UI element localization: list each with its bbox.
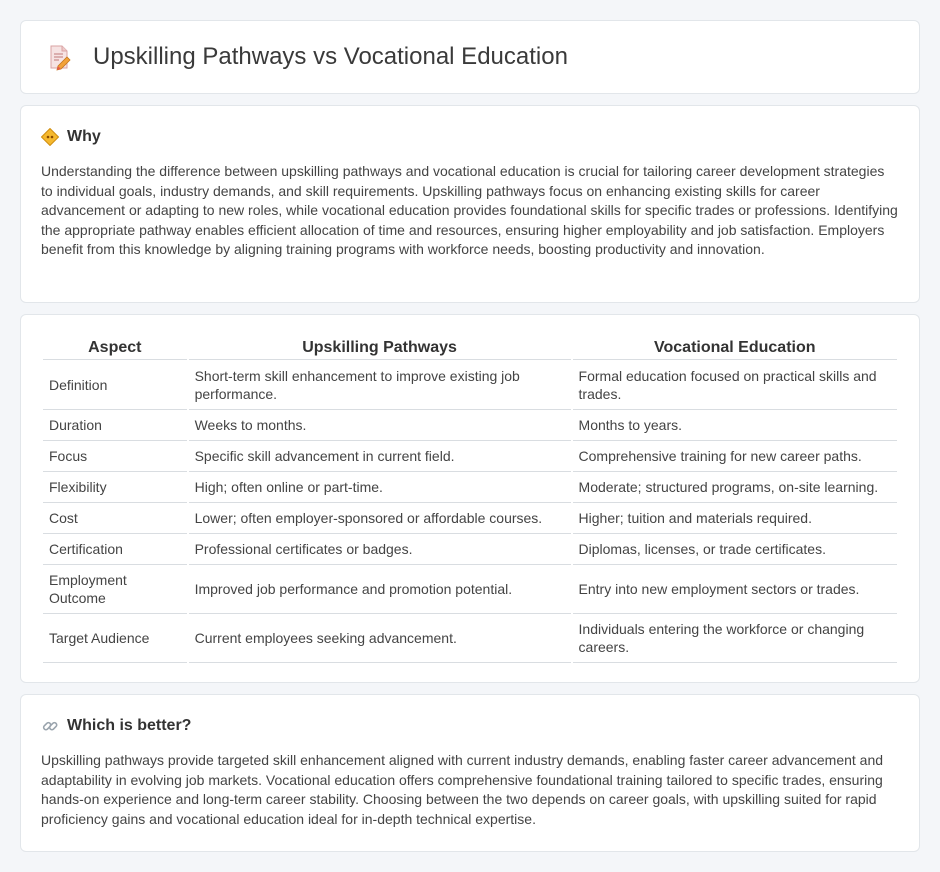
- why-section: [20, 105, 920, 303]
- table-row: [43, 472, 897, 503]
- aspect-cell: Focus: [43, 441, 187, 472]
- header-vocational: Vocational Education: [573, 335, 897, 360]
- vocational-cell: Formal education focused on practical skills and trades.: [573, 360, 897, 410]
- document-pencil-icon: [45, 43, 73, 71]
- table-row: [43, 565, 897, 614]
- comparison-table-card: [20, 314, 920, 683]
- header-upskilling: Upskilling Pathways: [189, 335, 571, 360]
- table-row: [43, 614, 897, 663]
- comparison-table: [41, 335, 899, 663]
- vocational-cell: Comprehensive training for new career paths.: [573, 441, 897, 472]
- upskilling-cell: Professional certificates or badges.: [189, 534, 571, 565]
- vocational-cell: Months to years.: [573, 410, 897, 441]
- aspect-cell: Cost: [43, 503, 187, 534]
- upskilling-cell: Improved job performance and promotion potential.: [189, 565, 571, 614]
- header-card: [20, 20, 920, 94]
- vocational-cell: Diplomas, licenses, or trade certificates.: [573, 534, 897, 565]
- table-row: [43, 360, 897, 410]
- upskilling-cell: Lower; often employer-sponsored or affordable courses.: [189, 503, 571, 534]
- vocational-cell: Entry into new employment sectors or trades.: [573, 565, 897, 614]
- table-row: [43, 503, 897, 534]
- link-icon: [41, 717, 59, 735]
- table-row: [43, 410, 897, 441]
- vocational-cell: Higher; tuition and materials required.: [573, 503, 897, 534]
- which-better-title: Which is better?: [67, 717, 192, 734]
- upskilling-cell: High; often online or part-time.: [189, 472, 571, 503]
- why-text: Understanding the difference between upskilling pathways and vocational education is crucial for tailoring career development strategies to individual goals, industry demands, and skill requirements. Upskilling pathways focus on enhancing existing skills for career advancement or adapting to new roles, while vocational education provides foundational skills for specific trades or professions. Identifying the appropriate pathway enables efficient allocation of time and resources, ensuring higher employability and job satisfaction. Employers benefit from this knowledge by aligning training programs with workforce needs, boosting productivity and innovation.: [41, 163, 898, 258]
- aspect-cell: Duration: [43, 410, 187, 441]
- table-row: [43, 441, 897, 472]
- aspect-cell: Flexibility: [43, 472, 187, 503]
- which-better-section: [20, 694, 920, 852]
- page-title: Upskilling Pathways vs Vocational Education: [93, 43, 568, 70]
- upskilling-cell: Weeks to months.: [189, 410, 571, 441]
- upskilling-cell: Specific skill advancement in current field.: [189, 441, 571, 472]
- aspect-cell: Definition: [43, 360, 187, 410]
- upskilling-cell: Short-term skill enhancement to improve existing job performance.: [189, 360, 571, 410]
- diamond-sign-icon: [41, 128, 59, 146]
- aspect-cell: Target Audience: [43, 614, 187, 663]
- header-aspect: Aspect: [43, 335, 187, 360]
- vocational-cell: Individuals entering the workforce or changing careers.: [573, 614, 897, 663]
- aspect-cell: Certification: [43, 534, 187, 565]
- which-better-text: Upskilling pathways provide targeted skill enhancement aligned with current industry demands, enabling faster career advancement and adaptability in evolving job markets. Vocational education offers comprehensive foundational training tailored to specific trades, ensuring hands-on experience and long-term career stability. Choosing between the two depends on career goals, with upskilling suited for rapid proficiency gains and vocational education ideal for in-depth technical expertise.: [41, 752, 884, 827]
- vocational-cell: Moderate; structured programs, on-site learning.: [573, 472, 897, 503]
- table-row: [43, 534, 897, 565]
- aspect-cell: Employment Outcome: [43, 565, 187, 614]
- why-title: Why: [67, 128, 101, 145]
- upskilling-cell: Current employees seeking advancement.: [189, 614, 571, 663]
